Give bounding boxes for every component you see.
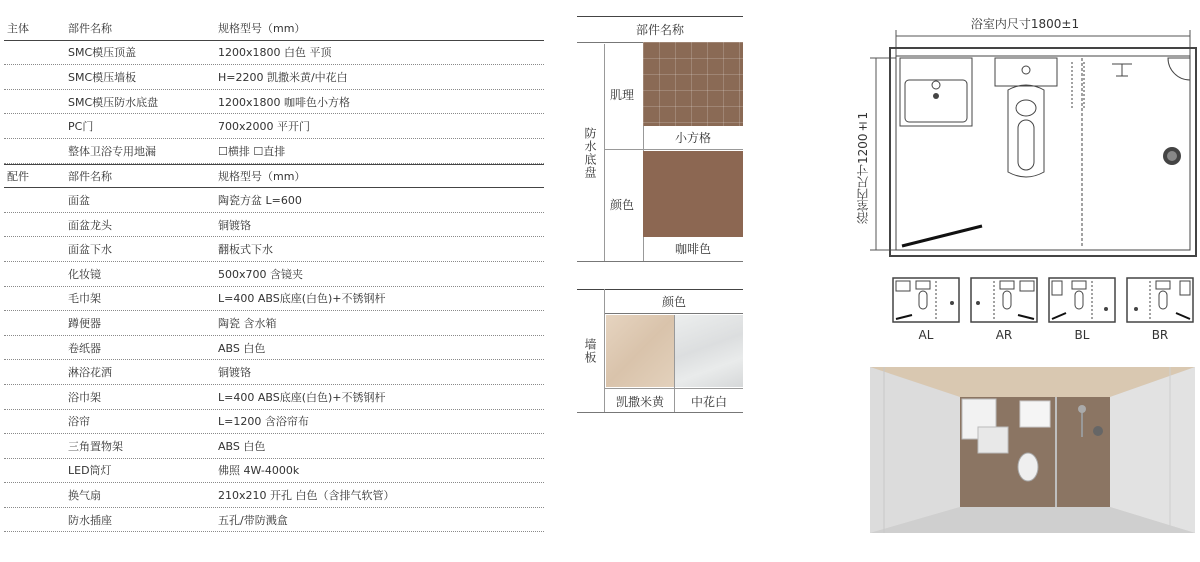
floor-plan-drawing — [850, 10, 1200, 260]
part-name-cell: SMC模压墙板 — [68, 70, 137, 84]
table-row — [4, 41, 544, 66]
spec-cell: 陶瓷 含水箱 — [218, 316, 277, 330]
section-label-accessories: 配件 — [7, 169, 29, 183]
spec-table — [4, 16, 544, 532]
layout-label: BL — [1074, 328, 1090, 342]
part-name-cell: 毛巾架 — [68, 292, 101, 306]
texture-label: 肌理 — [610, 88, 635, 102]
layout-variant-bl — [1048, 277, 1116, 342]
part-name-cell: 整体卫浴专用地漏 — [68, 144, 156, 158]
layout-label: AL — [918, 328, 934, 342]
divider — [577, 261, 743, 262]
table-row — [4, 114, 544, 139]
bathroom-render-photo — [870, 367, 1195, 533]
part-name-cell: PC门 — [68, 120, 94, 134]
spec-cell: 1200x1800 咖啡色小方格 — [218, 95, 350, 109]
table-row — [4, 139, 544, 164]
part-name-cell: 浴巾架 — [68, 390, 101, 404]
spec-cell: H=2200 凯撒米黄/中花白 — [218, 70, 348, 84]
swatch-1-name: 凯撒米黄 — [615, 395, 664, 409]
wall-panel-label: 墙板 — [583, 338, 597, 364]
depth-dimension: 浴室内尺寸1200±1 — [856, 111, 870, 224]
part-name-cell: 化妆镜 — [68, 267, 101, 281]
swatch-2-name: 中花白 — [690, 395, 727, 409]
spec-cell: 210x210 开孔 白色（含排气软管） — [218, 489, 395, 503]
layout-bl-plan — [1048, 277, 1116, 323]
spec-cell: 陶瓷方盆 L=600 — [218, 193, 302, 207]
wall-panel-material-table — [577, 289, 743, 413]
part-name-cell: 浴帘 — [68, 415, 90, 429]
col-header-spec: 规格型号（mm） — [218, 169, 306, 183]
spec-cell: L=400 ABS底座(白色)+不锈钢杆 — [218, 292, 386, 306]
table-row — [4, 508, 544, 533]
part-name-cell: 蹲便器 — [68, 316, 101, 330]
table-row — [4, 483, 544, 508]
table-row — [4, 410, 544, 435]
white-marble-swatch — [675, 315, 743, 387]
table-row — [4, 237, 544, 262]
table-row — [4, 262, 544, 287]
width-dimension: 浴室内尺寸1800±1 — [970, 17, 1080, 31]
col-header-spec: 规格型号（mm） — [218, 21, 306, 35]
wall-panel-side-label — [577, 289, 605, 413]
small-grid-texture-swatch — [643, 42, 743, 126]
spec-cell: ABS 白色 — [218, 341, 266, 355]
spec-cell: L=1200 含浴帘布 — [218, 415, 309, 429]
coffee-color-swatch — [643, 151, 743, 237]
main-header-row — [4, 16, 544, 41]
layout-br-plan — [1126, 277, 1194, 323]
section-label-main: 主体 — [7, 21, 29, 35]
part-name-cell: 卷纸器 — [68, 341, 101, 355]
part-name-cell: 淋浴花洒 — [68, 366, 112, 380]
part-name-cell: 防水插座 — [68, 513, 112, 527]
spec-cell: 700x2000 平开门 — [218, 120, 310, 134]
spec-cell: 五孔/带防溅盒 — [218, 513, 288, 527]
part-name-cell: 面盆 — [68, 193, 90, 207]
table-row — [4, 434, 544, 459]
layout-variant-ar — [970, 277, 1038, 342]
part-name-cell: 面盆龙头 — [68, 218, 112, 232]
layout-label: BR — [1151, 328, 1169, 342]
layout-variant-br — [1126, 277, 1194, 342]
divider — [605, 388, 743, 389]
color-label: 颜色 — [610, 198, 635, 212]
table-row — [4, 336, 544, 361]
part-name-cell: SMC模压防水底盘 — [68, 95, 159, 109]
layout-ar-plan — [970, 277, 1038, 323]
spec-cell: 500x700 含镜夹 — [218, 267, 303, 281]
spec-cell: 翻板式下水 — [218, 243, 273, 257]
texture-name: 小方格 — [674, 131, 711, 145]
wall-color-title: 颜色 — [605, 289, 743, 314]
layout-al-plan — [892, 277, 960, 323]
floor-pan-label: 防水底盘 — [583, 127, 597, 179]
bathroom-render-illustration — [870, 367, 1195, 533]
part-name-cell: 面盆下水 — [68, 243, 112, 257]
spec-cell: 铜镀铬 — [218, 366, 251, 380]
table-row — [4, 360, 544, 385]
spec-cell: 佛照 4W-4000k — [218, 464, 300, 478]
table-row — [4, 90, 544, 115]
floor-pan-side-label — [577, 44, 605, 262]
caesar-beige-swatch — [606, 315, 674, 387]
table-row — [4, 385, 544, 410]
part-name-cell: SMC模压顶盖 — [68, 46, 137, 60]
table-row — [4, 287, 544, 312]
spec-cell: ABS 白色 — [218, 439, 266, 453]
spec-cell: L=400 ABS底座(白色)+不锈钢杆 — [218, 390, 386, 404]
spec-cell: 铜镀铬 — [218, 218, 251, 232]
col-header-part-name: 部件名称 — [68, 21, 112, 35]
table-row — [4, 188, 544, 213]
spec-cell: 1200x1800 白色 平顶 — [218, 46, 332, 60]
acc-header-row — [4, 164, 544, 189]
floor-pan-material-table — [577, 16, 743, 262]
color-name: 咖啡色 — [674, 242, 711, 256]
part-name-cell: 三角置物架 — [68, 439, 123, 453]
table-row — [4, 459, 544, 484]
table-row — [4, 65, 544, 90]
divider — [605, 149, 743, 150]
floor-plan — [850, 10, 1200, 260]
part-name-cell: 换气扇 — [68, 489, 101, 503]
divider — [577, 412, 743, 413]
material-table-title: 部件名称 — [577, 16, 743, 43]
table-row — [4, 311, 544, 336]
spec-cell: ☐横排 ☐直排 — [218, 144, 286, 158]
part-name-cell: LED筒灯 — [68, 464, 112, 478]
layout-label: AR — [995, 328, 1013, 342]
table-row — [4, 213, 544, 238]
col-header-part-name: 部件名称 — [68, 169, 112, 183]
layout-variant-al — [892, 277, 960, 342]
